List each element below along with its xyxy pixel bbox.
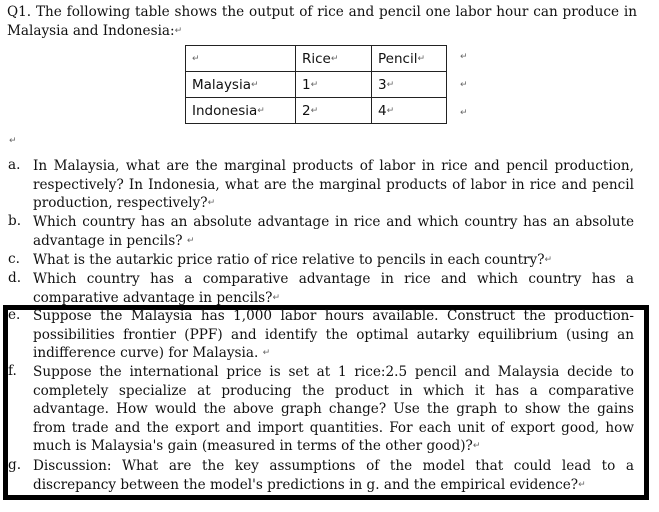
part-text: In Malaysia, what are the marginal products of labor in rice and pencil production, respectively? In Indonesia, what are the marginal products of labor in rice and pencil production, respectively? [33, 158, 634, 212]
part-label: c. [8, 251, 20, 267]
paragraph-mark-icon: ↵ [544, 255, 553, 266]
table-cell-rice: 1↵ [296, 72, 372, 98]
question-part-a [8, 157, 634, 213]
paragraph-mark-icon: ↵ [262, 348, 271, 359]
question-intro [7, 3, 637, 41]
paragraph-mark-icon: ↵ [386, 79, 395, 90]
paragraph-mark-icon: ↵ [251, 79, 259, 90]
paragraph-mark-icon: ↵ [472, 441, 481, 452]
table-cell-pencil: 3↵ [372, 72, 447, 98]
part-text: Discussion: What are the key assumptions of the model that could lead to a discrepancy between the model's predictions in g. and the empirical evidence? [33, 458, 634, 493]
paragraph-mark-icon: ↵ [174, 26, 183, 36]
paragraph-mark-icon: ↵ [257, 105, 265, 116]
paragraph-mark-icon: ↵ [460, 52, 468, 62]
question-part-c [8, 251, 634, 270]
part-text: What is the autarkic price ratio of rice relative to pencils in each country? [33, 252, 545, 268]
table-header-pencil: Pencil↵ [372, 46, 447, 72]
paragraph-mark-icon: ↵ [330, 53, 339, 64]
question-part-d [8, 270, 634, 307]
question-part-e [8, 307, 634, 363]
paragraph-mark-icon: ↵ [460, 108, 468, 118]
part-label: d. [8, 270, 22, 286]
paragraph-mark-icon: ↵ [417, 53, 425, 64]
paragraph-mark-icon: ↵ [578, 479, 586, 490]
part-label: g. [8, 457, 22, 473]
table-cell-country: Indonesia↵ [186, 98, 296, 124]
question-part-g [8, 457, 634, 494]
paragraph-mark-icon: ↵ [9, 136, 17, 146]
paragraph-mark-icon: ↵ [186, 235, 195, 246]
paragraph-mark-icon: ↵ [310, 105, 319, 116]
part-label: a. [8, 157, 21, 173]
part-text: Suppose the Malaysia has 1,000 labor hours available. Construct the production-possibilities frontier (PPF) and identify the optimal autarky equilibrium (using an indifference curve) for Malaysia. [33, 308, 634, 362]
question-part-f [8, 363, 634, 456]
table-row [186, 98, 447, 124]
table-header-row [186, 46, 447, 72]
table-header-empty [186, 46, 296, 72]
table-cell-pencil: 4↵ [372, 98, 447, 124]
paragraph-mark-icon: ↵ [207, 198, 216, 209]
question-part-b [8, 213, 634, 250]
part-label: f. [8, 363, 17, 379]
table-cell-country: Malaysia↵ [186, 72, 296, 98]
table-header-rice: Rice↵ [296, 46, 372, 72]
question-intro-text: Q1. The following table shows the output of rice and pencil one labor hour can produce in Malaysia and Indonesia: [7, 4, 637, 39]
part-text: Suppose the international price is set at 1 rice:2.5 pencil and Malaysia decide to completely specialize at producing the product in which it has a comparative advantage. How would the above graph change? Use the graph to show the gains from trade and the export and import quantities. For each unit of export good, how much is Malaysia's gain (measured in terms of the other good)? [33, 364, 634, 455]
part-text: Which country has an absolute advantage in rice and which country has an absolute advantage in pencils? [33, 214, 634, 249]
part-label: b. [8, 213, 22, 229]
part-text: Which country has a comparative advantage in rice and which country has a comparative advantage in pencils? [33, 271, 634, 306]
output-table [185, 45, 447, 124]
paragraph-mark-icon: ↵ [386, 105, 395, 116]
part-label: e. [8, 307, 21, 323]
paragraph-mark-icon: ↵ [460, 80, 468, 90]
paragraph-mark-icon: ↵ [310, 79, 319, 90]
paragraph-mark-icon: ↵ [272, 292, 280, 303]
paragraph-mark-icon: ↵ [192, 53, 200, 64]
table-row [186, 72, 447, 98]
table-cell-rice: 2↵ [296, 98, 372, 124]
